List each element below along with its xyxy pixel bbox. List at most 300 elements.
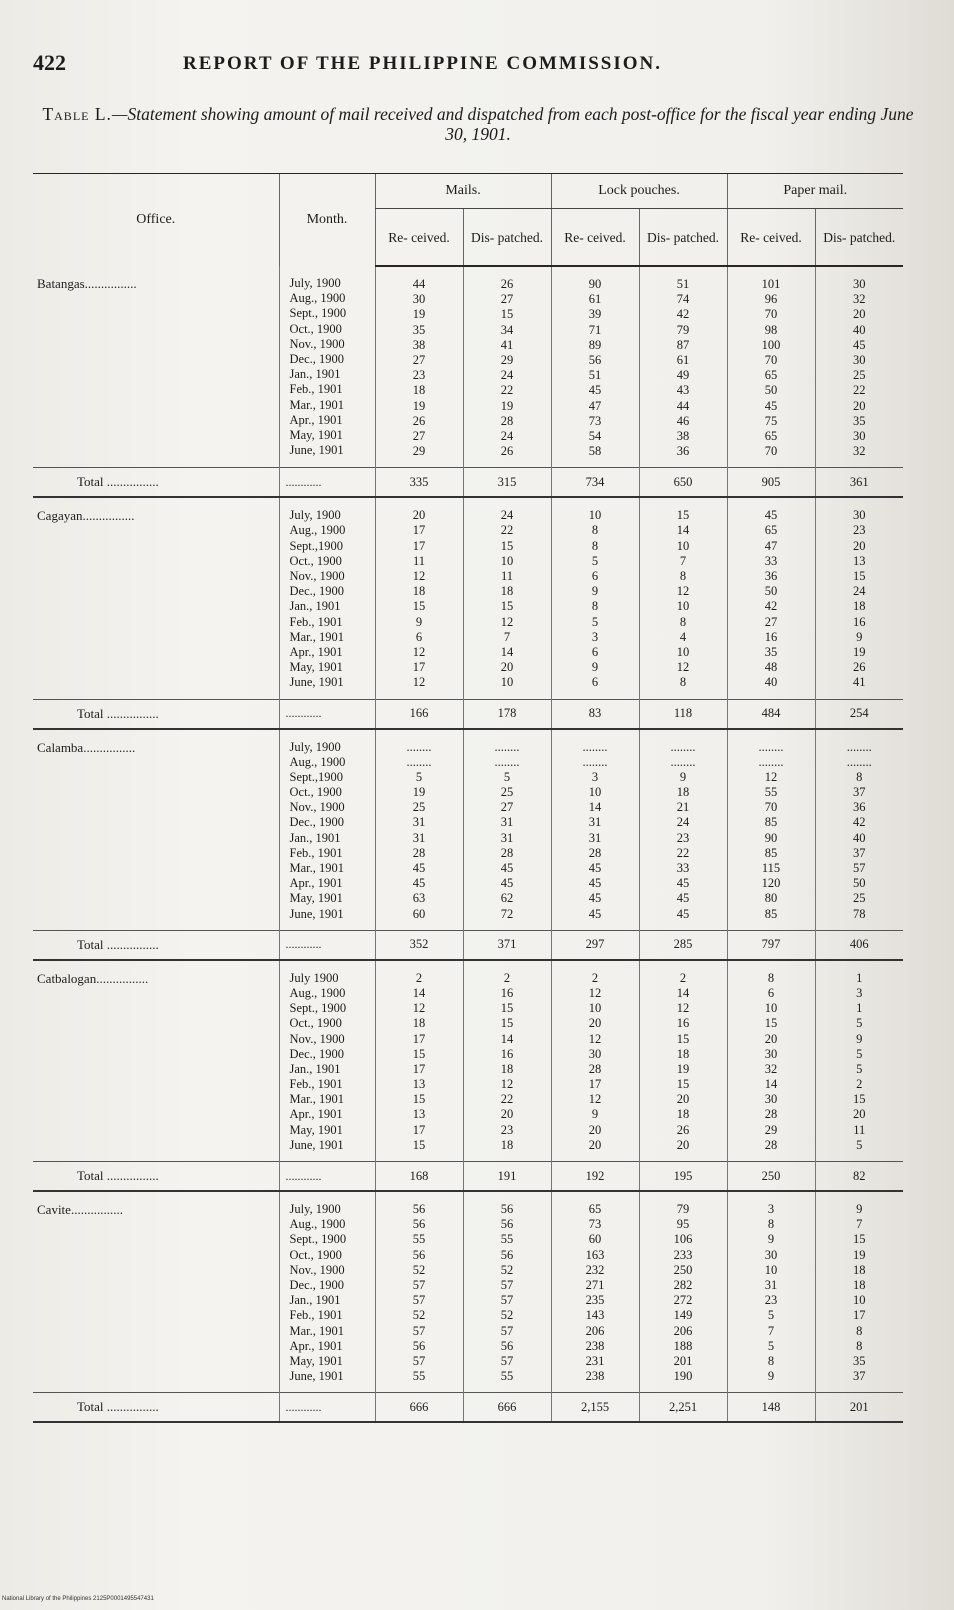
value-cell: 28 — [500, 845, 514, 860]
value-cell: 5 — [767, 1308, 775, 1323]
month-label: July, 1900 — [289, 739, 341, 754]
month-label: Apr., 1901 — [289, 876, 343, 891]
dot-leader: ................ — [106, 936, 159, 952]
value-cell: 85 — [764, 906, 778, 921]
value-cell: 8 — [856, 1338, 863, 1353]
month-label: Nov., 1900 — [289, 800, 345, 815]
total-value: 168 — [375, 1162, 463, 1192]
value-cell: 9 — [591, 1107, 599, 1122]
month-list — [279, 729, 375, 931]
value-column — [463, 1191, 551, 1393]
month-label: Apr., 1901 — [289, 412, 343, 427]
value-cell: 45 — [764, 398, 778, 413]
total-value: 166 — [375, 699, 463, 729]
value-column — [815, 266, 903, 468]
value-cell: 15 — [412, 1046, 426, 1061]
value-cell: 60 — [588, 1232, 602, 1247]
value-cell: 45 — [412, 861, 426, 875]
value-cell: 56 — [500, 1202, 514, 1216]
value-cell: 47 — [764, 538, 778, 553]
value-cell: 188 — [673, 1338, 693, 1353]
value-cell: 8 — [856, 1323, 863, 1338]
value-cell: 56 — [588, 352, 602, 367]
value-cell: 26 — [500, 277, 514, 291]
month-label: Jan., 1901 — [289, 1061, 341, 1076]
value-cell: 3 — [767, 1202, 775, 1216]
value-cell: 32 — [853, 292, 866, 307]
month-label: Dec., 1900 — [289, 584, 344, 599]
value-cell: 22 — [500, 523, 514, 538]
total-row — [33, 1162, 903, 1192]
value-cell: 56 — [412, 1247, 426, 1262]
month-label: Apr., 1901 — [289, 1107, 343, 1122]
value-cell: 30 — [853, 428, 866, 443]
value-cell: 13 — [412, 1107, 426, 1122]
value-cell: 206 — [673, 1323, 693, 1338]
value-cell: 18 — [500, 1061, 514, 1076]
month-label: Nov., 1900 — [289, 336, 345, 351]
value-cell: 37 — [853, 1369, 866, 1384]
value-column — [815, 960, 903, 1162]
value-cell: 27 — [412, 352, 426, 367]
office-name-text: Cavite — [37, 1202, 71, 1217]
month-label: Oct., 1900 — [289, 1016, 342, 1031]
month-label: Oct., 1900 — [289, 321, 342, 336]
value-cell: 14 — [676, 523, 690, 538]
month-label: Oct., 1900 — [289, 785, 342, 800]
value-cell: 90 — [764, 830, 778, 845]
month-label: May, 1901 — [289, 427, 343, 442]
value-cell: 233 — [673, 1247, 693, 1262]
total-value: 484 — [727, 699, 815, 729]
value-cell: 8 — [856, 769, 863, 784]
value-cell: 17 — [853, 1308, 866, 1323]
value-cell: 55 — [764, 785, 778, 800]
total-value: 250 — [727, 1162, 815, 1192]
value-cell: 56 — [412, 1217, 426, 1232]
value-cell: 18 — [853, 1277, 866, 1292]
value-cell: 27 — [764, 614, 778, 629]
value-cell: 32 — [853, 444, 866, 459]
value-cell: 14 — [500, 1031, 514, 1046]
value-cell: 17 — [412, 660, 426, 675]
month-label: Jan., 1901 — [289, 367, 341, 382]
value-cell: 16 — [853, 614, 866, 629]
value-cell: 5 — [503, 769, 511, 784]
value-column — [551, 266, 639, 468]
value-cell: 70 — [764, 800, 778, 815]
value-cell: 12 — [588, 985, 602, 1000]
value-cell: 163 — [585, 1247, 605, 1262]
value-cell: 149 — [673, 1308, 693, 1323]
value-cell: 58 — [588, 444, 602, 459]
value-cell: 29 — [500, 352, 514, 367]
value-cell: 17 — [412, 523, 426, 538]
total-label-text: Total — [77, 705, 104, 721]
value-cell: 31 — [588, 815, 602, 830]
month-dots: ............ — [279, 930, 375, 960]
value-cell: 6 — [591, 644, 599, 659]
month-dots: ............ — [279, 1393, 375, 1423]
value-column — [375, 729, 463, 931]
total-value: 254 — [815, 699, 903, 729]
total-value: 905 — [727, 468, 815, 498]
office-name — [33, 266, 279, 468]
dot-leader: ................ — [106, 1399, 159, 1415]
value-column — [815, 497, 903, 699]
total-value: 371 — [463, 930, 551, 960]
month-label: May, 1901 — [289, 660, 343, 675]
month-label: Sept.,1900 — [289, 769, 343, 784]
value-cell: 5 — [856, 1046, 863, 1061]
value-cell: 61 — [676, 352, 690, 367]
value-cell: 40 — [853, 830, 866, 845]
value-cell: 24 — [500, 368, 514, 383]
value-cell: 40 — [853, 322, 866, 337]
value-cell: 45 — [500, 876, 514, 891]
value-cell: 12 — [676, 660, 690, 675]
value-cell: 250 — [673, 1262, 693, 1277]
value-cell: 56 — [500, 1338, 514, 1353]
value-cell: 52 — [412, 1262, 426, 1277]
value-cell: 12 — [500, 1077, 514, 1092]
value-cell: 25 — [853, 368, 866, 383]
value-cell: 19 — [853, 644, 866, 659]
dot-leader: ................ — [70, 1202, 123, 1217]
month-label: Aug., 1900 — [289, 1217, 346, 1232]
value-cell: 12 — [588, 1092, 602, 1107]
value-cell: 8 — [767, 1217, 775, 1232]
value-cell: 26 — [853, 660, 866, 675]
value-cell: 31 — [500, 815, 514, 830]
dot-leader: ................ — [84, 276, 137, 291]
value-cell: 8 — [591, 523, 599, 538]
value-cell: 24 — [500, 508, 514, 523]
month-list — [279, 1191, 375, 1393]
value-cell: 20 — [588, 1122, 602, 1137]
value-cell: 52 — [500, 1262, 514, 1277]
month-label: Mar., 1901 — [289, 861, 345, 875]
value-cell: 17 — [412, 1122, 426, 1137]
value-cell: 10 — [500, 675, 514, 690]
value-cell: 31 — [764, 1277, 778, 1292]
value-cell: 10 — [588, 1001, 602, 1016]
month-label: June, 1901 — [289, 1137, 344, 1152]
value-cell: 55 — [412, 1369, 426, 1384]
value-cell: 1 — [856, 1001, 863, 1016]
value-cell: 12 — [412, 1001, 426, 1016]
value-cell: 12 — [588, 1031, 602, 1046]
month-label: Feb., 1901 — [289, 845, 343, 860]
value-cell: 2 — [856, 1077, 863, 1092]
value-cell: 5 — [591, 553, 599, 568]
value-cell: 42 — [853, 815, 866, 830]
month-label: June, 1901 — [289, 443, 344, 458]
value-cell: 100 — [761, 337, 781, 352]
value-cell: 12 — [412, 675, 426, 690]
value-cell: 45 — [588, 861, 602, 875]
office-block — [33, 1191, 903, 1393]
value-cell: 18 — [412, 383, 426, 398]
value-cell: 5 — [415, 769, 423, 784]
value-column — [727, 497, 815, 699]
value-cell: 78 — [853, 906, 866, 921]
value-cell: 29 — [412, 444, 426, 459]
value-cell: 1 — [856, 970, 863, 985]
month-label: July, 1900 — [289, 508, 341, 523]
value-column — [375, 960, 463, 1162]
value-cell: 238 — [585, 1369, 605, 1384]
header-paper-dispatched: Dis- patched. — [815, 209, 903, 267]
value-cell: 57 — [500, 1277, 514, 1292]
value-cell: 74 — [676, 292, 690, 307]
value-cell: 45 — [676, 876, 690, 891]
month-label: Oct., 1900 — [289, 1247, 342, 1262]
value-cell: 41 — [853, 675, 866, 690]
total-value: 82 — [815, 1162, 903, 1192]
value-cell: 98 — [764, 322, 778, 337]
header-group-lock-pouches: Lock pouches. — [551, 174, 727, 209]
value-cell: 18 — [676, 1107, 690, 1122]
value-column — [463, 729, 551, 931]
value-cell: 80 — [764, 891, 778, 906]
value-cell: 45 — [412, 876, 426, 891]
value-cell: 63 — [412, 891, 426, 906]
value-cell: 2 — [591, 970, 599, 985]
value-cell: 9 — [856, 629, 863, 644]
value-cell: 16 — [500, 985, 514, 1000]
header-month: Month. — [279, 174, 375, 267]
value-cell: 51 — [676, 277, 690, 291]
value-cell: 35 — [764, 644, 778, 659]
month-label: Aug., 1900 — [289, 985, 346, 1000]
value-cell: 115 — [761, 861, 781, 875]
value-cell: 282 — [673, 1277, 693, 1292]
value-cell: 12 — [500, 614, 514, 629]
value-cell: 6 — [591, 569, 599, 583]
value-cell: 35 — [853, 413, 866, 428]
total-value: 118 — [639, 699, 727, 729]
value-column — [551, 729, 639, 931]
value-cell: 9 — [856, 1031, 863, 1046]
header-pouches-received: Re- ceived. — [551, 209, 639, 267]
value-cell: 89 — [588, 337, 602, 352]
value-cell: 3 — [591, 769, 599, 784]
value-cell: ........ — [406, 754, 432, 769]
value-cell: 65 — [588, 1202, 602, 1216]
value-column — [375, 266, 463, 468]
value-cell: 26 — [412, 413, 426, 428]
total-label — [33, 468, 279, 498]
value-cell: 44 — [412, 277, 426, 291]
total-label-text: Total — [77, 1168, 104, 1183]
month-dots: ............ — [279, 699, 375, 729]
value-cell: 18 — [676, 785, 690, 800]
value-cell: 43 — [676, 383, 690, 398]
value-cell: 12 — [676, 584, 690, 599]
value-cell: 17 — [412, 538, 426, 553]
value-cell: 95 — [676, 1217, 690, 1232]
value-cell: 56 — [500, 1247, 514, 1262]
value-cell: 20 — [588, 1137, 602, 1152]
value-column — [727, 266, 815, 468]
value-cell: ........ — [846, 739, 872, 754]
office-name-text: Cagayan — [37, 508, 83, 524]
running-head: REPORT OF THE PHILIPPINE COMMISSION. — [183, 53, 663, 74]
value-cell: 11 — [500, 569, 514, 583]
value-cell: 73 — [588, 413, 602, 428]
value-cell: 56 — [500, 1217, 514, 1232]
value-column — [639, 266, 727, 468]
value-cell: 10 — [764, 1262, 778, 1277]
value-cell: 52 — [500, 1308, 514, 1323]
value-cell: 3 — [591, 629, 599, 644]
value-cell: 71 — [588, 322, 602, 337]
value-cell: 13 — [412, 1077, 426, 1092]
dot-leader: ................ — [96, 970, 149, 986]
value-cell: 45 — [676, 906, 690, 921]
value-cell: 56 — [412, 1338, 426, 1353]
value-cell: 79 — [676, 322, 690, 337]
value-cell: 37 — [853, 785, 866, 800]
value-column — [551, 960, 639, 1162]
footer-note: National Library of the Philippines 2125P0001495547431 — [2, 1596, 154, 1602]
value-cell: 15 — [412, 1137, 426, 1152]
month-label: July, 1900 — [289, 1202, 341, 1216]
month-label: May, 1901 — [289, 1122, 343, 1137]
month-label: Mar., 1901 — [289, 1323, 345, 1338]
header-pouches-dispatched: Dis- patched. — [639, 209, 727, 267]
value-cell: 10 — [676, 538, 690, 553]
mail-statement-table — [33, 173, 903, 1423]
value-cell: 231 — [585, 1353, 605, 1368]
value-cell: 206 — [585, 1323, 605, 1338]
value-cell: 190 — [673, 1369, 693, 1384]
value-cell: 15 — [853, 1232, 866, 1247]
total-value: 191 — [463, 1162, 551, 1192]
value-cell: 57 — [412, 1353, 426, 1368]
month-label: May, 1901 — [289, 891, 343, 906]
value-cell: 23 — [853, 523, 866, 538]
value-cell: 28 — [588, 845, 602, 860]
value-cell: 52 — [412, 1308, 426, 1323]
month-dots: ............ — [279, 1162, 375, 1192]
value-cell: 8 — [767, 1353, 775, 1368]
value-cell: 35 — [853, 1353, 866, 1368]
month-label: Nov., 1900 — [289, 1262, 345, 1277]
value-cell: 85 — [764, 845, 778, 860]
month-label: Feb., 1901 — [289, 382, 343, 397]
value-cell: 30 — [764, 1247, 778, 1262]
value-cell: 62 — [500, 891, 514, 906]
value-cell: ........ — [494, 754, 520, 769]
value-column — [551, 1191, 639, 1393]
page-number: 422 — [33, 50, 66, 75]
month-dots: ............ — [279, 468, 375, 498]
value-cell: 70 — [764, 444, 778, 459]
value-cell: 26 — [676, 1122, 690, 1137]
value-cell: 6 — [591, 675, 599, 690]
value-cell: 238 — [585, 1338, 605, 1353]
total-value: 192 — [551, 1162, 639, 1192]
value-cell: 45 — [588, 876, 602, 891]
value-cell: 28 — [764, 1107, 778, 1122]
value-cell: ........ — [670, 754, 696, 769]
value-cell: ........ — [582, 754, 608, 769]
value-cell: 5 — [767, 1338, 775, 1353]
value-cell: 24 — [676, 815, 690, 830]
value-cell: ........ — [582, 739, 608, 754]
value-cell: 20 — [853, 398, 866, 413]
value-cell: 30 — [764, 1092, 778, 1107]
value-cell: 30 — [853, 352, 866, 367]
value-cell: 6 — [415, 629, 423, 644]
value-cell: 33 — [676, 861, 690, 875]
value-cell: 20 — [500, 660, 514, 675]
office-name — [33, 497, 279, 699]
page-header — [33, 50, 893, 80]
value-column — [463, 497, 551, 699]
value-cell: 28 — [764, 1137, 778, 1152]
month-label: Nov., 1900 — [289, 569, 345, 583]
value-cell: 45 — [853, 337, 866, 352]
month-label: Oct., 1900 — [289, 553, 342, 568]
value-cell: ........ — [758, 754, 784, 769]
value-cell: 36 — [676, 444, 690, 459]
office-block — [33, 960, 903, 1162]
total-value: 201 — [815, 1393, 903, 1423]
value-cell: 45 — [588, 891, 602, 906]
header-paper-received: Re- ceived. — [727, 209, 815, 267]
value-cell: 60 — [412, 906, 426, 921]
value-cell: 34 — [500, 322, 514, 337]
month-label: May, 1901 — [289, 1353, 343, 1368]
table-caption-text: —Statement showing amount of mail received and dispatched from each post-office for the fiscal year ending June 30, 1901. — [111, 104, 914, 144]
value-cell: 57 — [412, 1293, 426, 1308]
month-label: Jan., 1901 — [289, 1293, 341, 1308]
value-cell: 8 — [679, 614, 687, 629]
value-cell: ........ — [758, 739, 784, 754]
value-cell: 30 — [412, 292, 426, 307]
value-column — [375, 497, 463, 699]
month-label: Mar., 1901 — [289, 397, 345, 412]
month-label: Dec., 1900 — [289, 351, 344, 366]
value-cell: 45 — [588, 383, 602, 398]
value-cell: 42 — [676, 307, 690, 322]
value-cell: 24 — [500, 428, 514, 443]
total-value: 178 — [463, 699, 551, 729]
office-name-text: Catbalogan — [37, 970, 97, 986]
value-cell: 18 — [500, 1137, 514, 1152]
value-cell: 57 — [412, 1277, 426, 1292]
value-cell: 20 — [588, 1016, 602, 1031]
value-cell: 8 — [767, 970, 775, 985]
dot-leader: ................ — [106, 1168, 159, 1183]
value-cell: 14 — [764, 1077, 778, 1092]
total-value: 297 — [551, 930, 639, 960]
value-cell: 28 — [412, 845, 426, 860]
value-cell: 9 — [415, 614, 423, 629]
dot-leader: ................ — [106, 474, 159, 490]
value-cell: 85 — [764, 815, 778, 830]
value-cell: 50 — [764, 584, 778, 599]
table-label: Table L. — [42, 104, 112, 124]
value-cell: 45 — [500, 861, 514, 875]
value-cell: 21 — [676, 800, 690, 815]
value-cell: 120 — [761, 876, 781, 891]
value-cell: 30 — [853, 508, 866, 523]
value-cell: 18 — [676, 1046, 690, 1061]
